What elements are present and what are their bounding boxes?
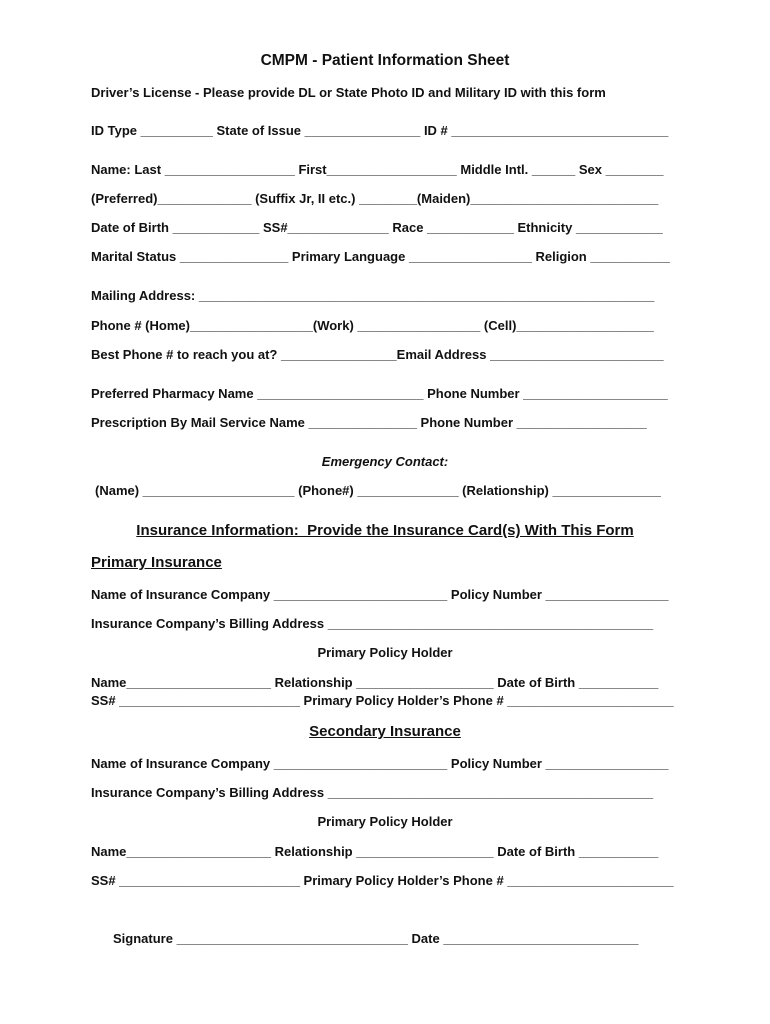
signature-date-line[interactable]: Signature ________________________________ Date ___________________________	[113, 931, 639, 946]
pharmacy-fields-line[interactable]: Preferred Pharmacy Name _______________________ Phone Number ____________________	[91, 386, 668, 401]
license-note: Driver’s License - Please provide DL or State Photo ID and Military ID with this form	[91, 85, 606, 100]
primary-holder-heading: Primary Policy Holder	[317, 645, 453, 660]
secondary-holder-heading: Primary Policy Holder	[317, 814, 453, 829]
form-title: CMPM - Patient Information Sheet	[260, 52, 510, 69]
phone-fields-line[interactable]: Phone # (Home)_________________(Work) _________________ (Cell)___________________	[91, 318, 654, 333]
dob-fields-line[interactable]: Date of Birth ____________ SS#______________ Race ____________ Ethnicity ____________	[91, 220, 663, 235]
preferred-name-fields-line[interactable]: (Preferred)_____________ (Suffix Jr, II etc.) ________(Maiden)__________________________	[91, 191, 659, 206]
secondary-insurance-heading: Secondary Insurance	[309, 723, 461, 740]
id-fields-line[interactable]: ID Type __________ State of Issue ________________ ID # ______________________________	[91, 123, 669, 138]
best-phone-email-line[interactable]: Best Phone # to reach you at? ________________Email Address ________________________	[91, 347, 664, 362]
secondary-holder-ss-line[interactable]: SS# _________________________ Primary Policy Holder’s Phone # _______________________	[91, 873, 674, 888]
mailing-address-field[interactable]: Mailing Address: _______________________________________________________________	[91, 288, 655, 303]
secondary-billing-line[interactable]: Insurance Company’s Billing Address _____________________________________________	[91, 785, 654, 800]
primary-company-line[interactable]: Name of Insurance Company ________________________ Policy Number _________________	[91, 587, 669, 602]
primary-insurance-heading: Primary Insurance	[91, 554, 222, 571]
primary-holder-name-line[interactable]: Name____________________ Relationship ___________________ Date of Birth ___________	[91, 675, 659, 690]
emergency-contact-heading: Emergency Contact:	[321, 454, 449, 469]
emergency-contact-fields-line[interactable]: (Name) _____________________ (Phone#) ______________ (Relationship) _______________	[95, 483, 661, 498]
name-fields-line[interactable]: Name: Last __________________ First__________________ Middle Intl. ______ Sex ________	[91, 162, 664, 177]
mail-service-fields-line[interactable]: Prescription By Mail Service Name _______________ Phone Number __________________	[91, 415, 647, 430]
secondary-holder-name-line[interactable]: Name____________________ Relationship ___________________ Date of Birth ___________	[91, 844, 659, 859]
primary-holder-ss-line[interactable]: SS# _________________________ Primary Policy Holder’s Phone # _______________________	[91, 693, 674, 708]
primary-billing-line[interactable]: Insurance Company’s Billing Address _____________________________________________	[91, 616, 654, 631]
marital-fields-line[interactable]: Marital Status _______________ Primary Language _________________ Religion ___________	[91, 249, 670, 264]
secondary-company-line[interactable]: Name of Insurance Company ________________________ Policy Number _________________	[91, 756, 669, 771]
insurance-info-heading: Insurance Information: Provide the Insurance Card(s) With This Form	[136, 522, 634, 539]
